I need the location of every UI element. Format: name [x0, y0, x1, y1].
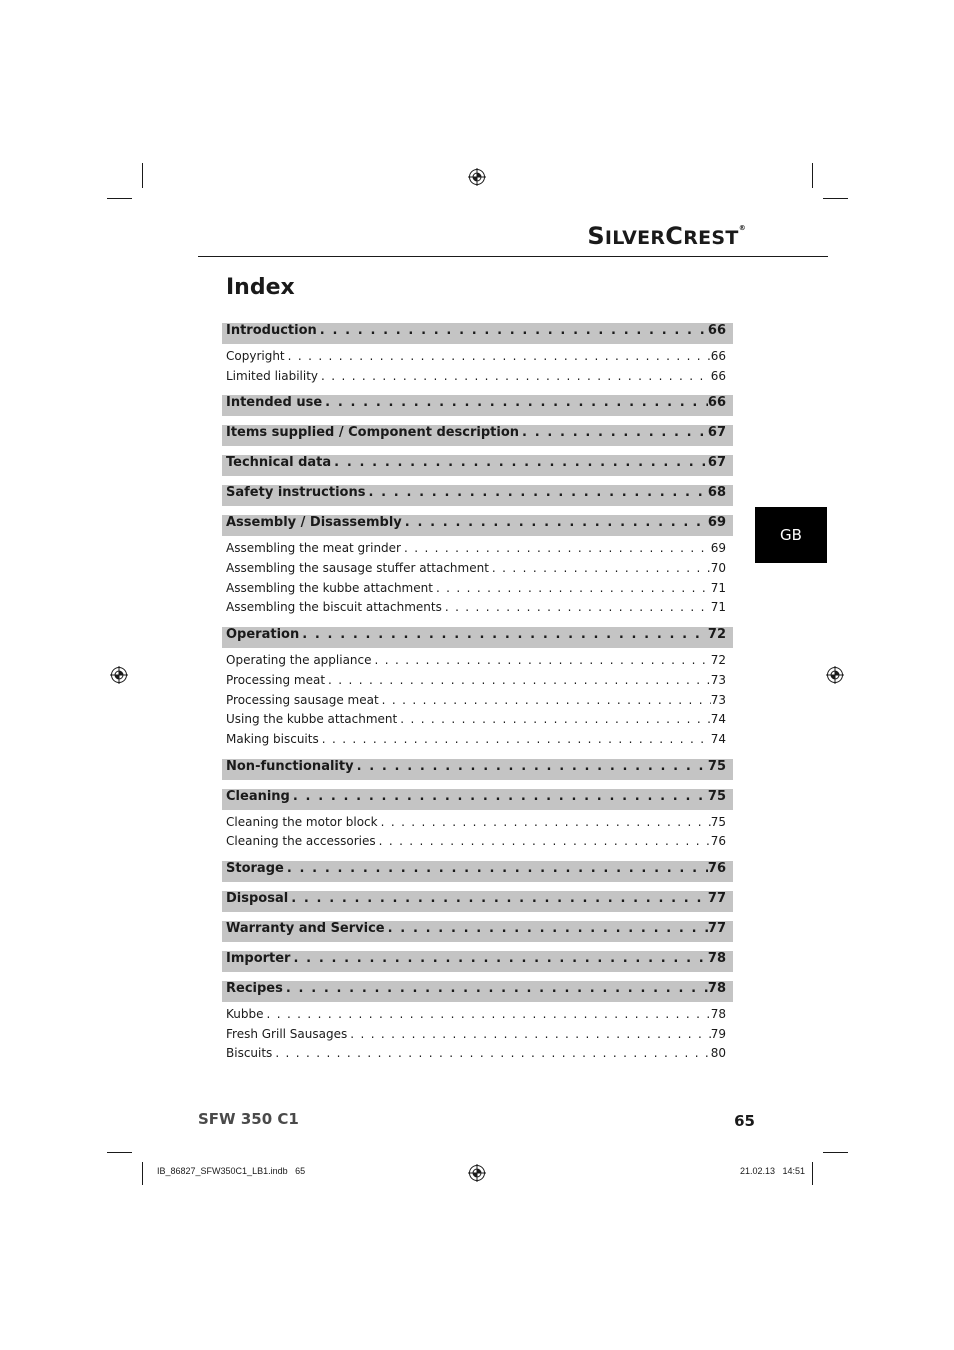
crop-mark: [812, 163, 813, 188]
toc-section-heading: [222, 455, 733, 476]
toc-entry-page: 74: [710, 712, 726, 727]
toc-section-page: 72: [707, 627, 726, 643]
toc-section-heading: [222, 627, 733, 648]
toc-entry-page: 71: [710, 600, 726, 615]
toc-leader-dots: [397, 710, 710, 730]
page-number: 65: [734, 1112, 755, 1130]
toc-section-title: Safety instructions: [226, 485, 366, 501]
toc-leader-dots: [354, 759, 708, 774]
toc-leader-dots: [283, 981, 708, 996]
toc-section: [222, 455, 733, 476]
toc-leader-dots: [319, 730, 711, 750]
toc-section-title: Introduction: [226, 323, 317, 338]
toc-section: [222, 951, 733, 972]
toc-section-heading: [222, 981, 733, 1002]
toc-entry-page: 73: [710, 672, 726, 687]
toc-entry: [226, 559, 726, 579]
crop-mark: [107, 1152, 132, 1153]
toc-section-page: 69: [707, 515, 726, 531]
toc-leader-dots: [331, 455, 708, 470]
toc-section-heading: [222, 485, 733, 506]
toc-section: [222, 861, 733, 882]
toc-section-title: Importer: [226, 950, 291, 966]
toc-entry: [226, 539, 726, 559]
toc-leader-dots: [325, 671, 711, 691]
toc-entry-page: 79: [710, 1026, 726, 1041]
toc-leader-dots: [317, 323, 708, 338]
toc-entry-page: 71: [710, 580, 726, 595]
toc-entry-title: Biscuits: [226, 1046, 273, 1061]
toc-entry-page: 73: [710, 692, 726, 707]
toc-section-heading: [222, 891, 733, 912]
registration-mark-icon: [110, 666, 128, 684]
toc-section-heading: [222, 759, 733, 780]
toc-leader-dots: [284, 861, 708, 876]
toc-entry-title: Processing sausage meat: [226, 692, 379, 707]
toc-entry-title: Assembling the kubbe attachment: [226, 580, 433, 595]
toc-entry-page: 80: [710, 1046, 726, 1061]
toc-entry-title: Assembling the sausage stuffer attachment: [226, 561, 489, 576]
toc-entry: [226, 598, 726, 618]
toc-leader-dots: [385, 921, 708, 936]
crop-mark: [823, 198, 848, 199]
toc-section: [222, 981, 733, 1064]
toc-entry-title: Cleaning the motor block: [226, 814, 378, 829]
brand-logo: [587, 222, 746, 250]
toc-entry: [226, 710, 726, 730]
toc-section-page: 76: [707, 860, 726, 876]
toc-section: [222, 425, 733, 446]
toc-entry: [226, 1044, 726, 1064]
toc-leader-dots: [376, 832, 711, 852]
toc-entry: [226, 651, 726, 671]
toc-entry: [226, 671, 726, 691]
header-divider: [198, 256, 828, 257]
toc-entry: [226, 347, 726, 367]
toc-section: [222, 323, 733, 386]
toc-section-heading: [222, 951, 733, 972]
toc-section-title: Cleaning: [226, 788, 290, 804]
toc-section: [222, 485, 733, 506]
toc-entry-title: Using the kubbe attachment: [226, 712, 398, 727]
page-title: Index: [226, 275, 295, 300]
toc-section-heading: [222, 861, 733, 882]
logo-letter: C: [665, 222, 684, 250]
toc-entry: [226, 1005, 726, 1025]
registration-mark-icon: [468, 1164, 486, 1182]
toc-entry-title: Assembling the biscuit attachments: [226, 600, 442, 615]
toc-entry: [226, 1025, 726, 1045]
toc-entry: [226, 367, 726, 387]
toc-entry-title: Limited liability: [226, 368, 319, 383]
toc-leader-dots: [299, 627, 708, 642]
toc-section-page: 77: [707, 920, 726, 936]
toc-leader-dots: [290, 789, 708, 804]
toc-section-title: Operation: [226, 627, 300, 643]
crop-mark: [823, 1152, 848, 1153]
logo-text: ILVER: [604, 227, 666, 249]
toc-leader-dots: [272, 1044, 710, 1064]
toc-entry-title: Assembling the meat grinder: [226, 541, 401, 556]
toc-leader-dots: [322, 395, 708, 410]
toc-section: [222, 789, 733, 852]
toc-section-title: Intended use: [226, 395, 323, 411]
toc-section-heading: [222, 789, 733, 810]
toc-entry-title: Making biscuits: [226, 731, 319, 746]
toc-entry-title: Processing meat: [226, 672, 326, 687]
toc-section: [222, 515, 733, 618]
toc-leader-dots: [402, 515, 708, 530]
toc-entry-page: 75: [710, 814, 726, 829]
toc-section-page: 68: [707, 485, 726, 501]
logo-text: REST: [683, 227, 739, 249]
toc-section: [222, 395, 733, 416]
toc-section-heading: [222, 515, 733, 536]
toc-leader-dots: [519, 425, 708, 440]
toc-entry-title: Copyright: [226, 349, 285, 363]
toc-entry-page: 69: [710, 541, 726, 556]
toc-entry-page: 72: [710, 653, 726, 668]
crop-mark: [812, 1162, 813, 1185]
toc-leader-dots: [347, 1025, 710, 1045]
toc-section-heading: [222, 323, 733, 344]
toc-leader-dots: [285, 347, 711, 367]
toc-leader-dots: [433, 579, 711, 599]
toc-entry: [226, 813, 726, 833]
toc-entry-page: 76: [710, 834, 726, 849]
print-slug-date: 21.02.13 14:51: [739, 1166, 805, 1176]
toc-section-page: 67: [707, 425, 726, 441]
toc-section-page: 66: [707, 323, 726, 338]
crop-mark: [107, 198, 132, 199]
crop-mark: [142, 1162, 143, 1185]
toc-leader-dots: [372, 651, 711, 671]
toc-leader-dots: [290, 951, 707, 966]
toc-section-heading: [222, 921, 733, 942]
crop-mark: [142, 163, 143, 188]
toc-entry-title: Kubbe: [226, 1006, 264, 1021]
toc-entry: [226, 579, 726, 599]
toc-leader-dots: [379, 691, 711, 711]
toc-leader-dots: [318, 367, 711, 387]
model-number: SFW 350 C1: [198, 1110, 299, 1128]
toc-leader-dots: [288, 891, 708, 906]
logo-letter: S: [587, 222, 605, 250]
toc-section-heading: [222, 395, 733, 416]
toc-section-page: 75: [707, 758, 726, 774]
toc-section-title: Items supplied / Component description: [226, 425, 520, 441]
toc-section: [222, 627, 733, 749]
toc-entry-page: 74: [710, 731, 726, 746]
toc-section-title: Technical data: [226, 455, 332, 471]
registered-mark: ®: [738, 224, 746, 232]
toc-section-page: 78: [707, 950, 726, 966]
toc-leader-dots: [365, 485, 707, 500]
toc-entry-title: Operating the appliance: [226, 653, 372, 668]
toc-leader-dots: [264, 1005, 711, 1025]
toc-entry-page: 70: [710, 561, 726, 576]
toc-entry-title: Fresh Grill Sausages: [226, 1026, 348, 1041]
toc-section-title: Recipes: [226, 980, 283, 996]
registration-mark-icon: [826, 666, 844, 684]
toc-section-page: 67: [707, 455, 726, 471]
toc-section-title: Assembly / Disassembly: [226, 515, 402, 531]
table-of-contents: [222, 323, 733, 1073]
toc-leader-dots: [378, 813, 711, 833]
toc-leader-dots: [489, 559, 711, 579]
toc-section-title: Warranty and Service: [226, 920, 385, 936]
toc-section-title: Non-functionality: [226, 758, 354, 774]
toc-section: [222, 921, 733, 942]
toc-section-page: 78: [707, 980, 726, 996]
toc-entry-page: 78: [710, 1006, 726, 1021]
toc-section-page: 77: [707, 890, 726, 906]
toc-entry: [226, 832, 726, 852]
registration-mark-icon: [468, 168, 486, 186]
toc-section-page: 75: [707, 788, 726, 804]
toc-section-title: Disposal: [226, 890, 289, 906]
toc-section-heading: [222, 425, 733, 446]
toc-section: [222, 759, 733, 780]
toc-section-title: Storage: [226, 860, 284, 876]
toc-entry: [226, 691, 726, 711]
toc-leader-dots: [401, 539, 711, 559]
toc-section: [222, 891, 733, 912]
print-slug-file: IB_86827_SFW350C1_LB1.indb 65: [157, 1166, 306, 1176]
toc-section-page: 66: [707, 395, 726, 411]
toc-entry-page: 66: [710, 349, 726, 363]
toc-leader-dots: [442, 598, 711, 618]
toc-entry-page: 66: [710, 368, 726, 383]
language-tab: GB: [755, 507, 827, 563]
toc-entry: [226, 730, 726, 750]
toc-entry-title: Cleaning the accessories: [226, 834, 376, 849]
